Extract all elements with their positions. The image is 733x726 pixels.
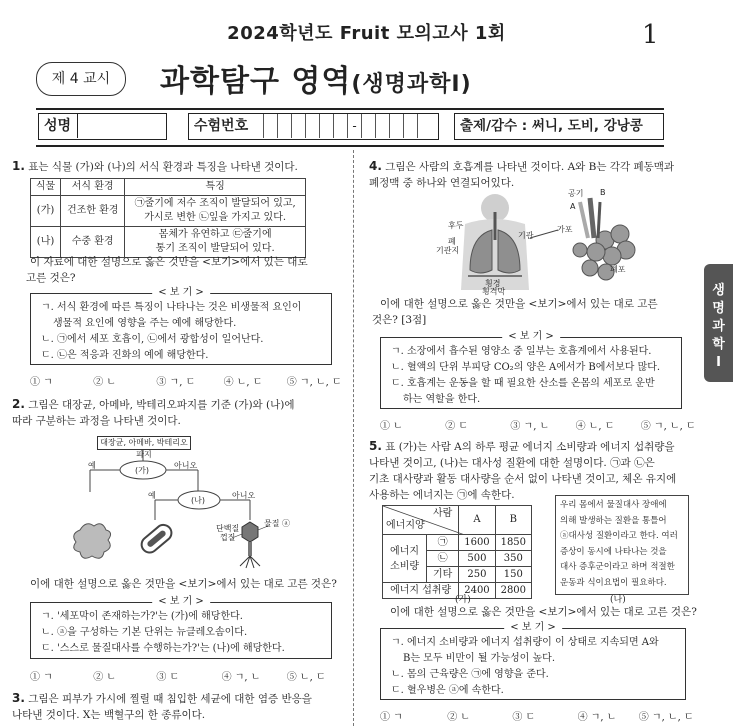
question-1-number: 1.: [12, 159, 25, 173]
subject-side-tab: 생 명 과 학 Ⅰ: [704, 264, 733, 382]
authors-field: [454, 113, 664, 140]
authors-text: 출제/감수 : 써니, 도비, 강낭콩: [460, 118, 643, 134]
table-row: 기타 250 150: [383, 567, 532, 583]
page-number: 1: [642, 20, 659, 50]
question-5-table: 사람 에너지양 A B 에너지 소비량 ㉠ 1600 1850 ㉡ 500 350 기타 250 150 에너지 섭취량 2400 2800: [382, 505, 532, 599]
table-row: (나) 수중 환경 몸체가 유연하고 ㉢줄기에 통기 조직이 발달되어 있다.: [31, 227, 306, 258]
question-3-stem: 3. 그림은 피부가 가시에 찔릴 때 침입한 세균에 대한 염증 반응을 나타낸 것이다. X는 백혈구의 한 종류이다.: [12, 691, 312, 721]
ecoli-image: [138, 522, 174, 556]
q1-header-feature: 특징: [125, 179, 306, 196]
table-corner: 사람 에너지양: [383, 506, 459, 535]
choice-2[interactable]: ② ㄷ: [445, 421, 469, 432]
question-5-bogi: < 보 기 > ㄱ. 에너지 소비량과 에너지 섭취량이 이 상태로 지속되면 A와 B는 모두 비만이 될 가능성이 높다. ㄴ. 몸의 근육량은 ㉠에 영향을 준다. ㄷ. 혈우병은 ⓐ에 속한다.: [380, 628, 686, 700]
question-2-number: 2.: [12, 397, 25, 411]
choice-5[interactable]: ⑤ ㄱ, ㄴ, ㄷ: [638, 712, 694, 723]
table-row: 에너지 소비량 ㉠ 1600 1850: [383, 535, 532, 551]
question-1-choices: [30, 373, 342, 388]
subject-main: 과학탐구 영역: [160, 64, 352, 99]
table-row: ㉡ 500 350: [383, 551, 532, 567]
exam-number-label: 수험번호: [194, 118, 249, 134]
choice-1[interactable]: ① ㄱ: [30, 377, 53, 388]
question-5-stem: 5. 표 (가)는 사람 A의 하루 평균 에너지 소비량과 에너지 섭취량을 나타낸 것이고, (나)는 대사성 질환에 대한 설명이다. ㉠과 ㉡은 기초 대사량과 활동 대사량을 순서 없이 나타낸 것이고, 체온 유지에 사용하는 에너지는 ㉠에 속한다.: [369, 439, 677, 501]
table-row: (가) 건조한 환경 ㉠줄기에 저수 조직이 발달되어 있고, 가시로 변한 ㉡잎을 가지고 있다.: [31, 196, 306, 227]
choice-3[interactable]: ③ ㄱ, ㄴ: [510, 421, 550, 432]
q1-header-plant: 식물: [31, 179, 61, 196]
choice-2[interactable]: ② ㄴ: [447, 712, 471, 723]
amoeba-image: [74, 524, 111, 559]
session-badge: 제 4 교시: [36, 62, 126, 96]
choice-3[interactable]: ③ ㄱ, ㄷ: [156, 377, 196, 388]
question-3-number: 3.: [12, 691, 25, 705]
question-2-choices: [30, 668, 326, 683]
header-rule-bottom: [36, 145, 664, 147]
q1-header-env: 서식 환경: [61, 179, 125, 196]
label-na: (나): [610, 595, 626, 605]
choice-5[interactable]: ⑤ ㄱ, ㄴ, ㄷ: [640, 421, 696, 432]
respiratory-figure: [430, 190, 650, 290]
choice-4[interactable]: ④ ㄱ, ㄴ: [221, 672, 261, 683]
exam-number-dash: -: [347, 114, 361, 138]
diagram-top-box: 대장균, 아메바, 박테리오파지: [97, 436, 191, 450]
question-1-table: [30, 178, 306, 258]
choice-5[interactable]: ⑤ ㄱ, ㄴ, ㄷ: [286, 377, 342, 388]
question-2-bogi: < 보 기 > ㄱ. '세포막이 존재하는가?'는 (가)에 해당한다. ㄴ. ⓐ을 구성하는 기본 단위는 뉴클레오솜이다. ㄷ. '스스로 물질대사를 수행하는가?'는 (나)에 해당한다.: [30, 602, 332, 659]
header-rule: [36, 108, 664, 110]
choice-1[interactable]: ① ㄴ: [380, 421, 403, 432]
question-5-choices: [380, 708, 694, 723]
question-1-prompt: 이 자료에 대한 설명으로 옳은 것만을 <보기>에서 있는 대로 고른 것은?: [26, 256, 308, 284]
name-field[interactable]: [38, 113, 167, 140]
question-4-prompt: 이에 대한 설명으로 옳은 것만을 <보기>에서 있는 대로 고른 것은? [3점]: [372, 298, 658, 326]
exam-number-field[interactable]: [188, 113, 439, 140]
page-title: 2024학년도 Fruit 모의고사 1회: [227, 23, 506, 44]
question-5-prompt: 이에 대한 설명으로 옳은 것만을 <보기>에서 있는 대로 고른 것은?: [390, 606, 697, 618]
choice-2[interactable]: ② ㄴ: [93, 377, 117, 388]
choice-3[interactable]: ③ ㄷ: [156, 672, 180, 683]
choice-5[interactable]: ⑤ ㄴ, ㄷ: [286, 672, 326, 683]
question-1-bogi: < 보 기 > ㄱ. 서식 환경에 따른 특징이 나타나는 것은 비생물적 요인이 생물적 요인에 영향을 주는 예에 해당한다. ㄴ. ㉠에서 세포 호흡이, ㉡에서 광합성이 일어난다. ㄷ. ㉡은 적응과 진화의 예에 해당한다.: [30, 293, 332, 365]
question-1-stem: [12, 158, 342, 175]
question-2-stem: 2. 그림은 대장균, 아메바, 박테리오파지를 기준 (가)와 (나)에 따라 구분하는 과정을 나타낸 것이다.: [12, 397, 295, 427]
choice-1[interactable]: ① ㄱ: [380, 712, 403, 723]
choice-3[interactable]: ③ ㄷ: [512, 712, 536, 723]
question-4-bogi: < 보 기 > ㄱ. 소장에서 흡수된 영양소 중 일부는 호흡계에서 사용된다. ㄴ. 혈액의 단위 부피당 CO₂의 양은 A에서가 B에서보다 많다. ㄷ. 호흡계는 운동을 할 때 필요한 산소를 온몸의 세포로 운반 하는 역할을 한다.: [380, 337, 682, 409]
question-5-number: 5.: [369, 439, 382, 453]
choice-4[interactable]: ④ ㄱ, ㄴ: [577, 712, 617, 723]
choice-4[interactable]: ④ ㄴ, ㄷ: [223, 377, 263, 388]
choice-4[interactable]: ④ ㄴ, ㄷ: [575, 421, 615, 432]
column-divider: [353, 150, 354, 726]
choice-1[interactable]: ① ㄱ: [30, 672, 53, 683]
question-4-choices: [380, 417, 696, 432]
label-ga: (가): [455, 595, 471, 605]
question-2-prompt: 이에 대한 설명으로 옳은 것만을 <보기>에서 있는 대로 고른 것은?: [30, 578, 337, 590]
choice-2[interactable]: ② ㄴ: [93, 672, 117, 683]
table-row: 에너지 섭취량 2400 2800: [383, 583, 532, 599]
question-2-diagram: 대장균, 아메바, 박테리오파지 (가) (나) 예 아니오 예 아니오 단백질 껍질 물질 ⓐ: [60, 430, 320, 570]
question-4-stem: 4. 그림은 사람의 호흡계를 나타낸 것이다. A와 B는 각각 폐동맥과 폐정맥 중 하나와 연결되어있다.: [369, 159, 675, 189]
subject-title: [160, 56, 472, 100]
question-1-text: 표는 식물 (가)와 (나)의 서식 환경과 특징을 나타낸 것이다.: [28, 161, 298, 173]
label-material-a: 물질 ⓐ: [264, 519, 290, 528]
name-label: 성명: [44, 118, 72, 134]
flowchart-lines: [60, 430, 320, 570]
question-5-description: 우리 몸에서 물질대사 장애에 의해 발생하는 질환을 통틀어 ⓐ대사성 질환이라고 한다. 여러 증상이 동시에 나타나는 것을 대사 증후군이라고 하며 적절한 운동과 식이요법이 필요하다.: [555, 495, 689, 595]
question-4-number: 4.: [369, 159, 382, 173]
subject-sub: (생명과학Ⅰ): [351, 72, 472, 97]
respiratory-diagram: 후두 폐 기관지 기관 횡경 횡격막 공기 A B 가포 폐포: [430, 190, 650, 290]
label-protein-coat: 단백질 껍질: [216, 524, 240, 542]
